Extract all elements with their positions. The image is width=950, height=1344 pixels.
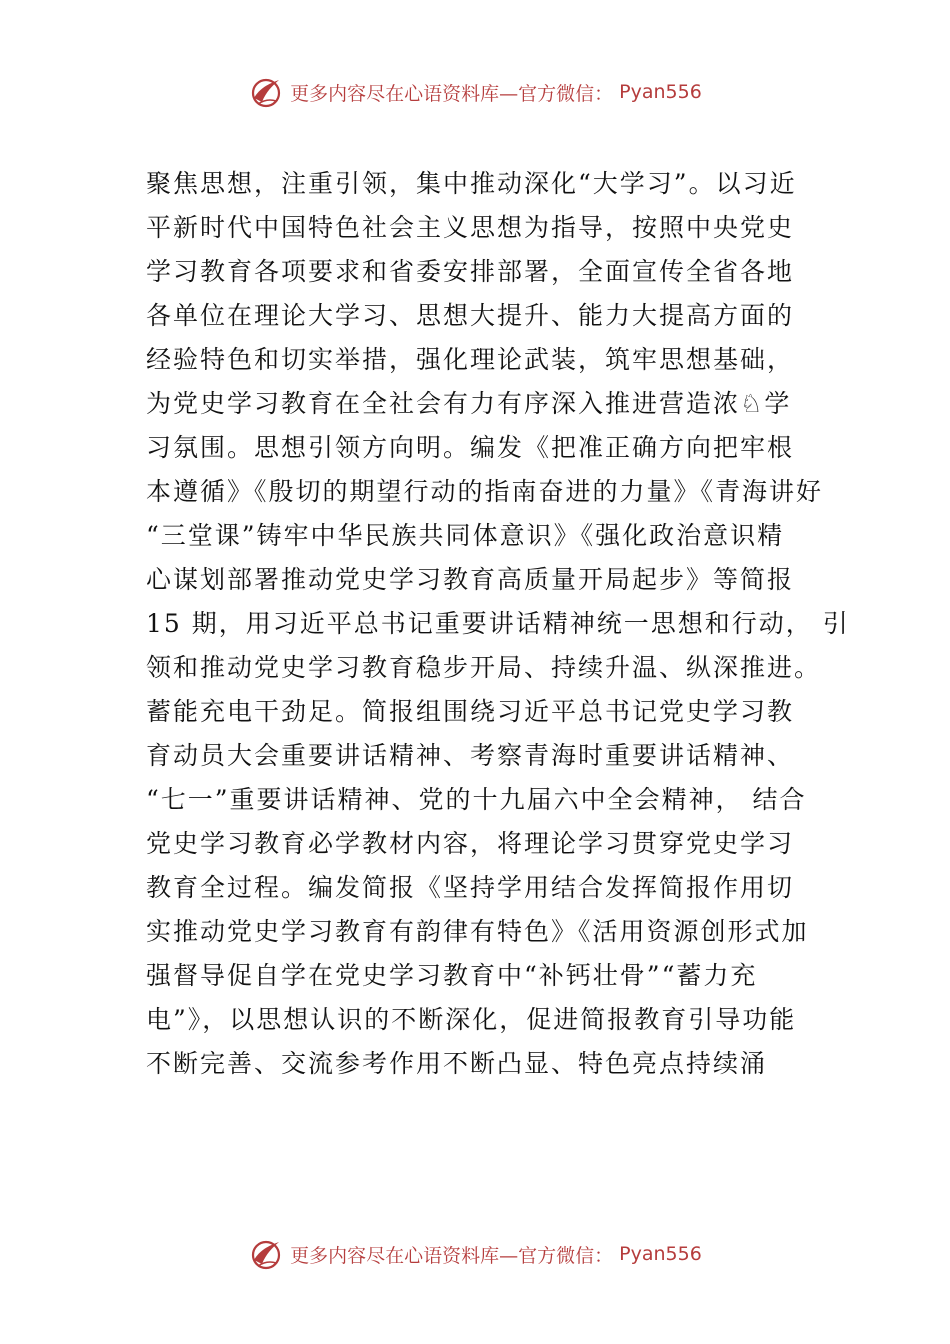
body-line: 经验特色和切实举措，强化理论武装，筑牢思想基础， (146, 345, 795, 374)
body-line: 蓄能充电干劲足。简报组围绕习近平总书记党史学习教 (146, 697, 795, 726)
body-line: 15 期，用习近平总书记重要讲话精神统一思想和行动， 引 (146, 609, 850, 638)
body-line: 领和推动党史学习教育稳步开局、持续升温、纵深推进。 (146, 653, 822, 682)
body-line: 聚焦思想，注重引领，集中推动深化“大学习”。以习近 (146, 169, 797, 198)
body-line: “七一”重要讲话精神、党的十九届六中全会精神， 结合 (146, 785, 807, 814)
document-body (146, 162, 850, 1086)
watermark-text: 更多内容尽在心语资料库—官方微信： (290, 82, 614, 105)
body-line: 心谋划部署推动党史学习教育高质量开局起步》等简报 (146, 565, 795, 594)
body-line: 强督导促自学在党史学习教育中“补钙壮骨”“蓄力充 (146, 961, 758, 990)
watermark-text: 更多内容尽在心语资料库—官方微信： (290, 1244, 614, 1267)
body-line: 学习教育各项要求和省委安排部署，全面宣传全省各地 (146, 257, 795, 286)
body-line: 各单位在理论大学习、思想大提升、能力大提高方面的 (146, 301, 795, 330)
watermark-handle: Pyan556 (619, 81, 702, 103)
body-line: 不断完善、交流参考作用不断凸显、特色亮点持续涌 (146, 1049, 768, 1078)
body-line: 电”》，以思想认识的不断深化，促进简报教育引导功能 (146, 1005, 797, 1034)
body-line: 育动员大会重要讲话精神、考察青海时重要讲话精神、 (146, 741, 795, 770)
body-line: 为党史学习教育在全社会有力有序深入推进营造浓♘学 (146, 389, 792, 418)
header-watermark (0, 74, 950, 110)
body-line: 本遵循》《殷切的期望行动的指南奋进的力量》《青海讲好 (146, 477, 824, 506)
body-line: 平新时代中国特色社会主义思想为指导，按照中央党史 (146, 213, 795, 242)
watermark-handle: Pyan556 (619, 1243, 702, 1265)
body-line: 党史学习教育必学教材内容，将理论学习贯穿党史学习 (146, 829, 795, 858)
body-line: 教育全过程。编发简报《坚持学用结合发挥简报作用切 (146, 873, 795, 902)
body-line: 实推动党史学习教育有韵律有特色》《活用资源创形式加 (146, 917, 809, 946)
brush-logo-icon (248, 1236, 284, 1272)
body-line: “三堂课”铸牢中华民族共同体意识》《强化政治意识精 (146, 521, 785, 550)
body-line: 习氛围。思想引领方向明。编发《把准正确方向把牢根 (146, 433, 795, 462)
brush-logo-icon (248, 74, 284, 110)
footer-watermark (0, 1236, 950, 1272)
